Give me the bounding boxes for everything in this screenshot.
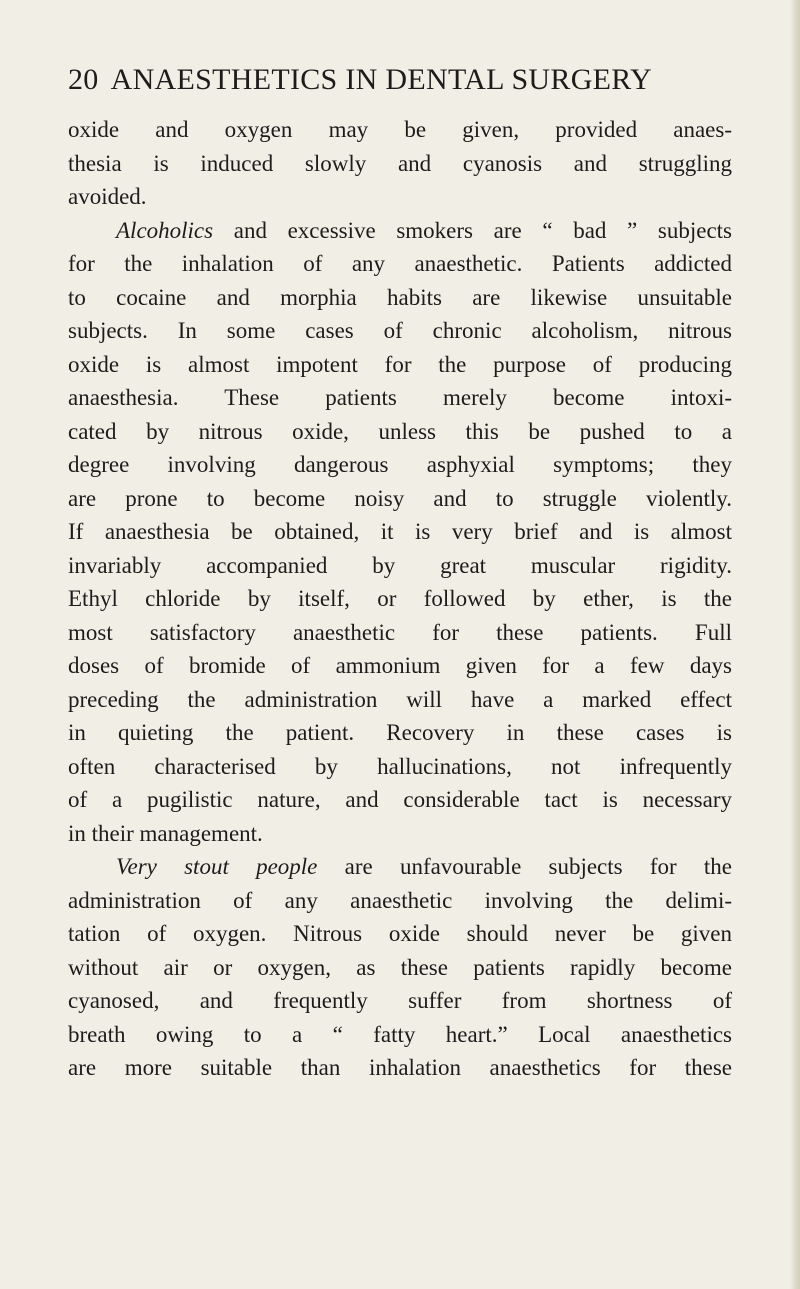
- text-line: degree involving dangerous asphyxial symptoms; they: [68, 452, 732, 477]
- page-edge-shadow: [790, 0, 800, 1289]
- text-line: in quieting the patient. Recovery in these cases is: [68, 720, 732, 745]
- text-line: without air or oxygen, as these patients rapidly become: [68, 954, 732, 980]
- text-line: administration of any anaesthetic involving the delimi-: [68, 887, 732, 913]
- text-line: oxide is almost impotent for the purpose of producing: [68, 351, 732, 377]
- text-line: Ethyl chloride by itself, or followed by ether, is the: [68, 586, 732, 611]
- text-line: of a pugilistic nature, and considerable tact is necessary: [68, 787, 732, 812]
- lead-rest: and excessive smokers are “ bad ” subjects: [213, 217, 732, 243]
- text-line: preceding the administration will have a marked effect: [68, 686, 732, 712]
- text-line: cyanosed, and frequently suffer from shortness of: [68, 988, 732, 1013]
- paragraph-lead-line: [68, 214, 732, 248]
- text-line: often characterised by hallucinations, not infrequently: [68, 753, 732, 779]
- text-line: most satisfactory anaesthetic for these patients. Full: [68, 619, 732, 645]
- text-line: anaesthesia. These patients merely become intoxi-: [68, 385, 732, 410]
- text-line: oxide and oxygen may be given, provided anaes-: [68, 117, 732, 142]
- running-header: [68, 60, 728, 100]
- text-line: breath owing to a “ fatty heart.” Local anaesthetics: [68, 1021, 732, 1047]
- text-line: If anaesthesia be obtained, it is very brief and is almost: [68, 519, 732, 544]
- text-line: doses of bromide of ammonium given for a few days: [68, 653, 732, 678]
- text-line: for the inhalation of any anaesthetic. Patients addicted: [68, 251, 732, 276]
- text-line: are prone to become noisy and to struggle violently.: [68, 485, 732, 511]
- text-line: avoided.: [68, 184, 147, 209]
- lead-rest: are unfavourable subjects for the: [317, 854, 732, 879]
- text-line: in their management.: [68, 820, 263, 846]
- paragraph-lead-line: [68, 850, 732, 884]
- text-line: invariably accompanied by great muscular rigidity.: [68, 552, 732, 578]
- running-title: ANAESTHETICS IN DENTAL SURGERY: [110, 63, 652, 96]
- text-line: thesia is induced slowly and cyanosis and struggling: [68, 150, 732, 176]
- body-text: [68, 113, 732, 1085]
- text-line: tation of oxygen. Nitrous oxide should never be given: [68, 921, 732, 946]
- text-line: to cocaine and morphia habits are likewise unsuitable: [68, 284, 732, 310]
- text-line: are more suitable than inhalation anaesthetics for these: [68, 1055, 732, 1080]
- page-number: 20: [68, 63, 99, 96]
- text-line: cated by nitrous oxide, unless this be pushed to a: [68, 418, 732, 444]
- italic-lead: Very stout people: [116, 854, 318, 879]
- italic-lead: Alcoholics: [116, 217, 214, 243]
- text-line: subjects. In some cases of chronic alcoholism, nitrous: [68, 318, 732, 343]
